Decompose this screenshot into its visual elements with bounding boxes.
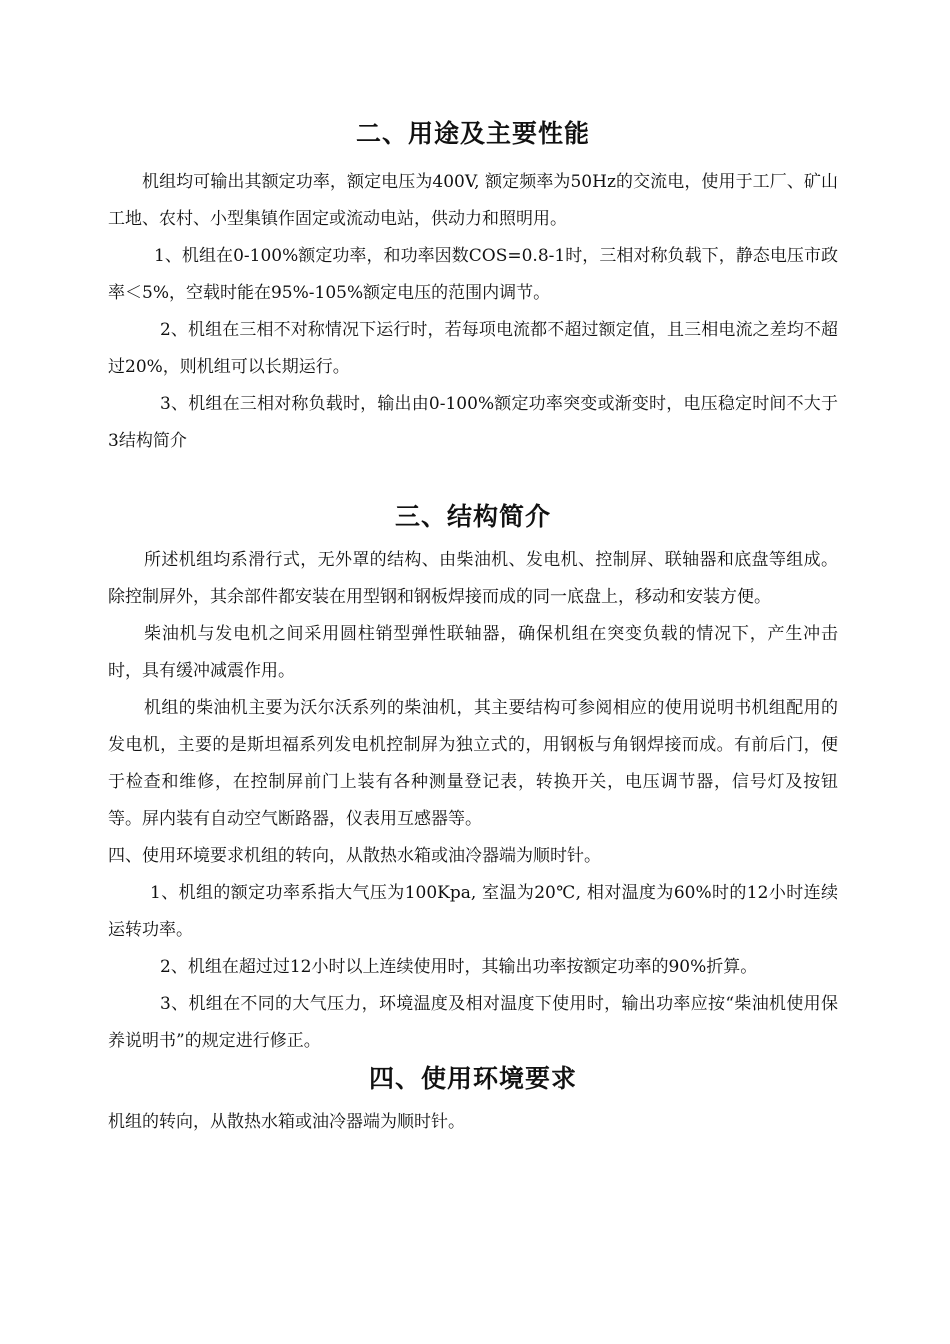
section-heading-structure: 三、结构简介 [394,502,551,531]
paragraph-rotation-direction: 机组的转向，从散热水箱或油冷器端为顺时针。 [108,1112,465,1132]
paragraph-coupling: 柴油机与发电机之间采用圆柱销型弹性联轴器，确保机组在突变负载的情况下，产生冲击时，具有缓冲减震作用。 [108,624,838,681]
paragraph-environment-rotation: 四、使用环境要求机组的转向，从散热水箱或油冷器端为顺时针。 [108,846,601,866]
paragraph-item-2-unbalanced-load: 2、机组在三相不对称情况下运行时，若每项电流都不超过额定值，且三相电流之差均不超过20%，则机组可以长期运行。 [108,320,838,377]
section-heading-usage-performance: 二、用途及主要性能 [355,119,590,148]
section-heading-environment: 四、使用环境要求 [368,1064,577,1093]
document-page [108,110,838,1141]
paragraph-rated-power-definition: 1、机组的额定功率系指大气压为100Kpa, 室温为20℃, 相对温度为60%时的12小时连续运转功率。 [108,883,838,940]
paragraph-overtime-derating: 2、机组在超过过12小时以上连续使用时，其输出功率按额定功率的90%折算。 [160,957,758,977]
paragraph-item-3-load-change: 3、机组在三相对称负载时，输出由0-100%额定功率突变或渐变时，电压稳定时间不大于3结构简介 [108,394,838,451]
paragraph-item-1-voltage-regulation: 1、机组在0-100%额定功率，和功率因数COS=0.8-1时，三相对称负载下，静态电压市政率＜5%，空载时能在95%-105%额定电压的范围内调节。 [108,246,838,303]
paragraph-output-description: 机组均可输出其额定功率，额定电压为400V, 额定频率为50Hz的交流电，使用于工厂、矿山工地、农村、小型集镇作固定或流动电站，供动力和照明用。 [108,172,838,229]
paragraph-structure-overview: 所述机组均系滑行式，无外罩的结构、由柴油机、发电机、控制屏、联轴器和底盘等组成。除控制屏外，其余部件都安装在用型钢和钢板焊接而成的同一底盘上，移动和安装方便。 [108,550,838,607]
paragraph-engine-generator-panel: 机组的柴油机主要为沃尔沃系列的柴油机，其主要结构可参阅相应的使用说明书机组配用的发电机，主要的是斯坦福系列发电机控制屏为独立式的，用钢板与角钢焊接而成。有前后门，便于检查和维修，在控制屏前门上装有各种测量登记表，转换开关，电压调节器，信号灯及按钮等。屏内装有自动空气断路器，仪表用互感器等。 [108,698,838,829]
paragraph-condition-correction: 3、机组在不同的大气压力，环境温度及相对温度下使用时，输出功率应按“柴油机使用保养说明书”的规定进行修正。 [108,994,838,1051]
